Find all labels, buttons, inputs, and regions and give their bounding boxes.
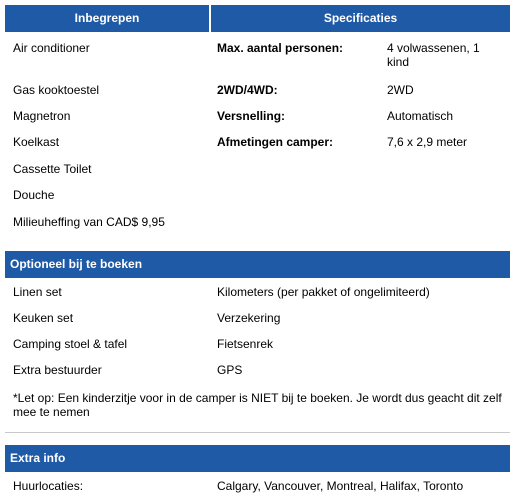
spec-value-dimensions: 7,6 x 2,9 meter — [387, 135, 468, 149]
extra-info-value: Calgary, Vancouver, Montreal, Halifax, Toronto — [217, 479, 464, 493]
optioneel-right-item: Kilometers (per pakket of ongelimiteerd) — [217, 285, 430, 299]
spec-value-drive: 2WD — [387, 83, 414, 97]
inbegrepen-item: Air conditioner — [13, 41, 90, 55]
spec-value-transmission: Automatisch — [387, 109, 454, 123]
spec-label-persons: Max. aantal personen: — [217, 41, 344, 55]
spec-value-persons: 4 volwassenen, 1 kind — [387, 41, 480, 69]
optioneel-left-item: Extra bestuurder — [13, 363, 102, 377]
section-divider — [5, 432, 510, 433]
inbegrepen-item: Douche — [13, 188, 55, 202]
optioneel-left-item: Camping stoel & tafel — [13, 337, 128, 351]
inbegrepen-item: Milieuheffing van CAD$ 9,95 — [13, 215, 165, 229]
extra-info-label: Huurlocaties: — [13, 479, 84, 493]
specificaties-header: Specificaties — [211, 5, 510, 32]
inbegrepen-header: Inbegrepen — [5, 5, 209, 32]
optioneel-note: *Let op: Een kinderzitje voor in de camper is NIET bij te boeken. Je wordt dus geacht dit zelf mee te nemen — [13, 391, 502, 419]
inbegrepen-item: Koelkast — [13, 135, 60, 149]
extra-info-header: Extra info — [5, 445, 510, 472]
inbegrepen-item: Magnetron — [13, 109, 71, 123]
inbegrepen-item: Cassette Toilet — [13, 162, 92, 176]
spec-label-dimensions: Afmetingen camper: — [217, 135, 334, 149]
optioneel-left-item: Keuken set — [13, 311, 74, 325]
optioneel-right-item: Verzekering — [217, 311, 281, 325]
inbegrepen-item: Gas kooktoestel — [13, 83, 100, 97]
optioneel-right-item: Fietsenrek — [217, 337, 274, 351]
optioneel-header: Optioneel bij te boeken — [5, 251, 510, 278]
optioneel-right-item: GPS — [217, 363, 243, 377]
spec-label-drive: 2WD/4WD: — [217, 83, 278, 97]
spec-label-transmission: Versnelling: — [217, 109, 286, 123]
optioneel-left-item: Linen set — [13, 285, 62, 299]
